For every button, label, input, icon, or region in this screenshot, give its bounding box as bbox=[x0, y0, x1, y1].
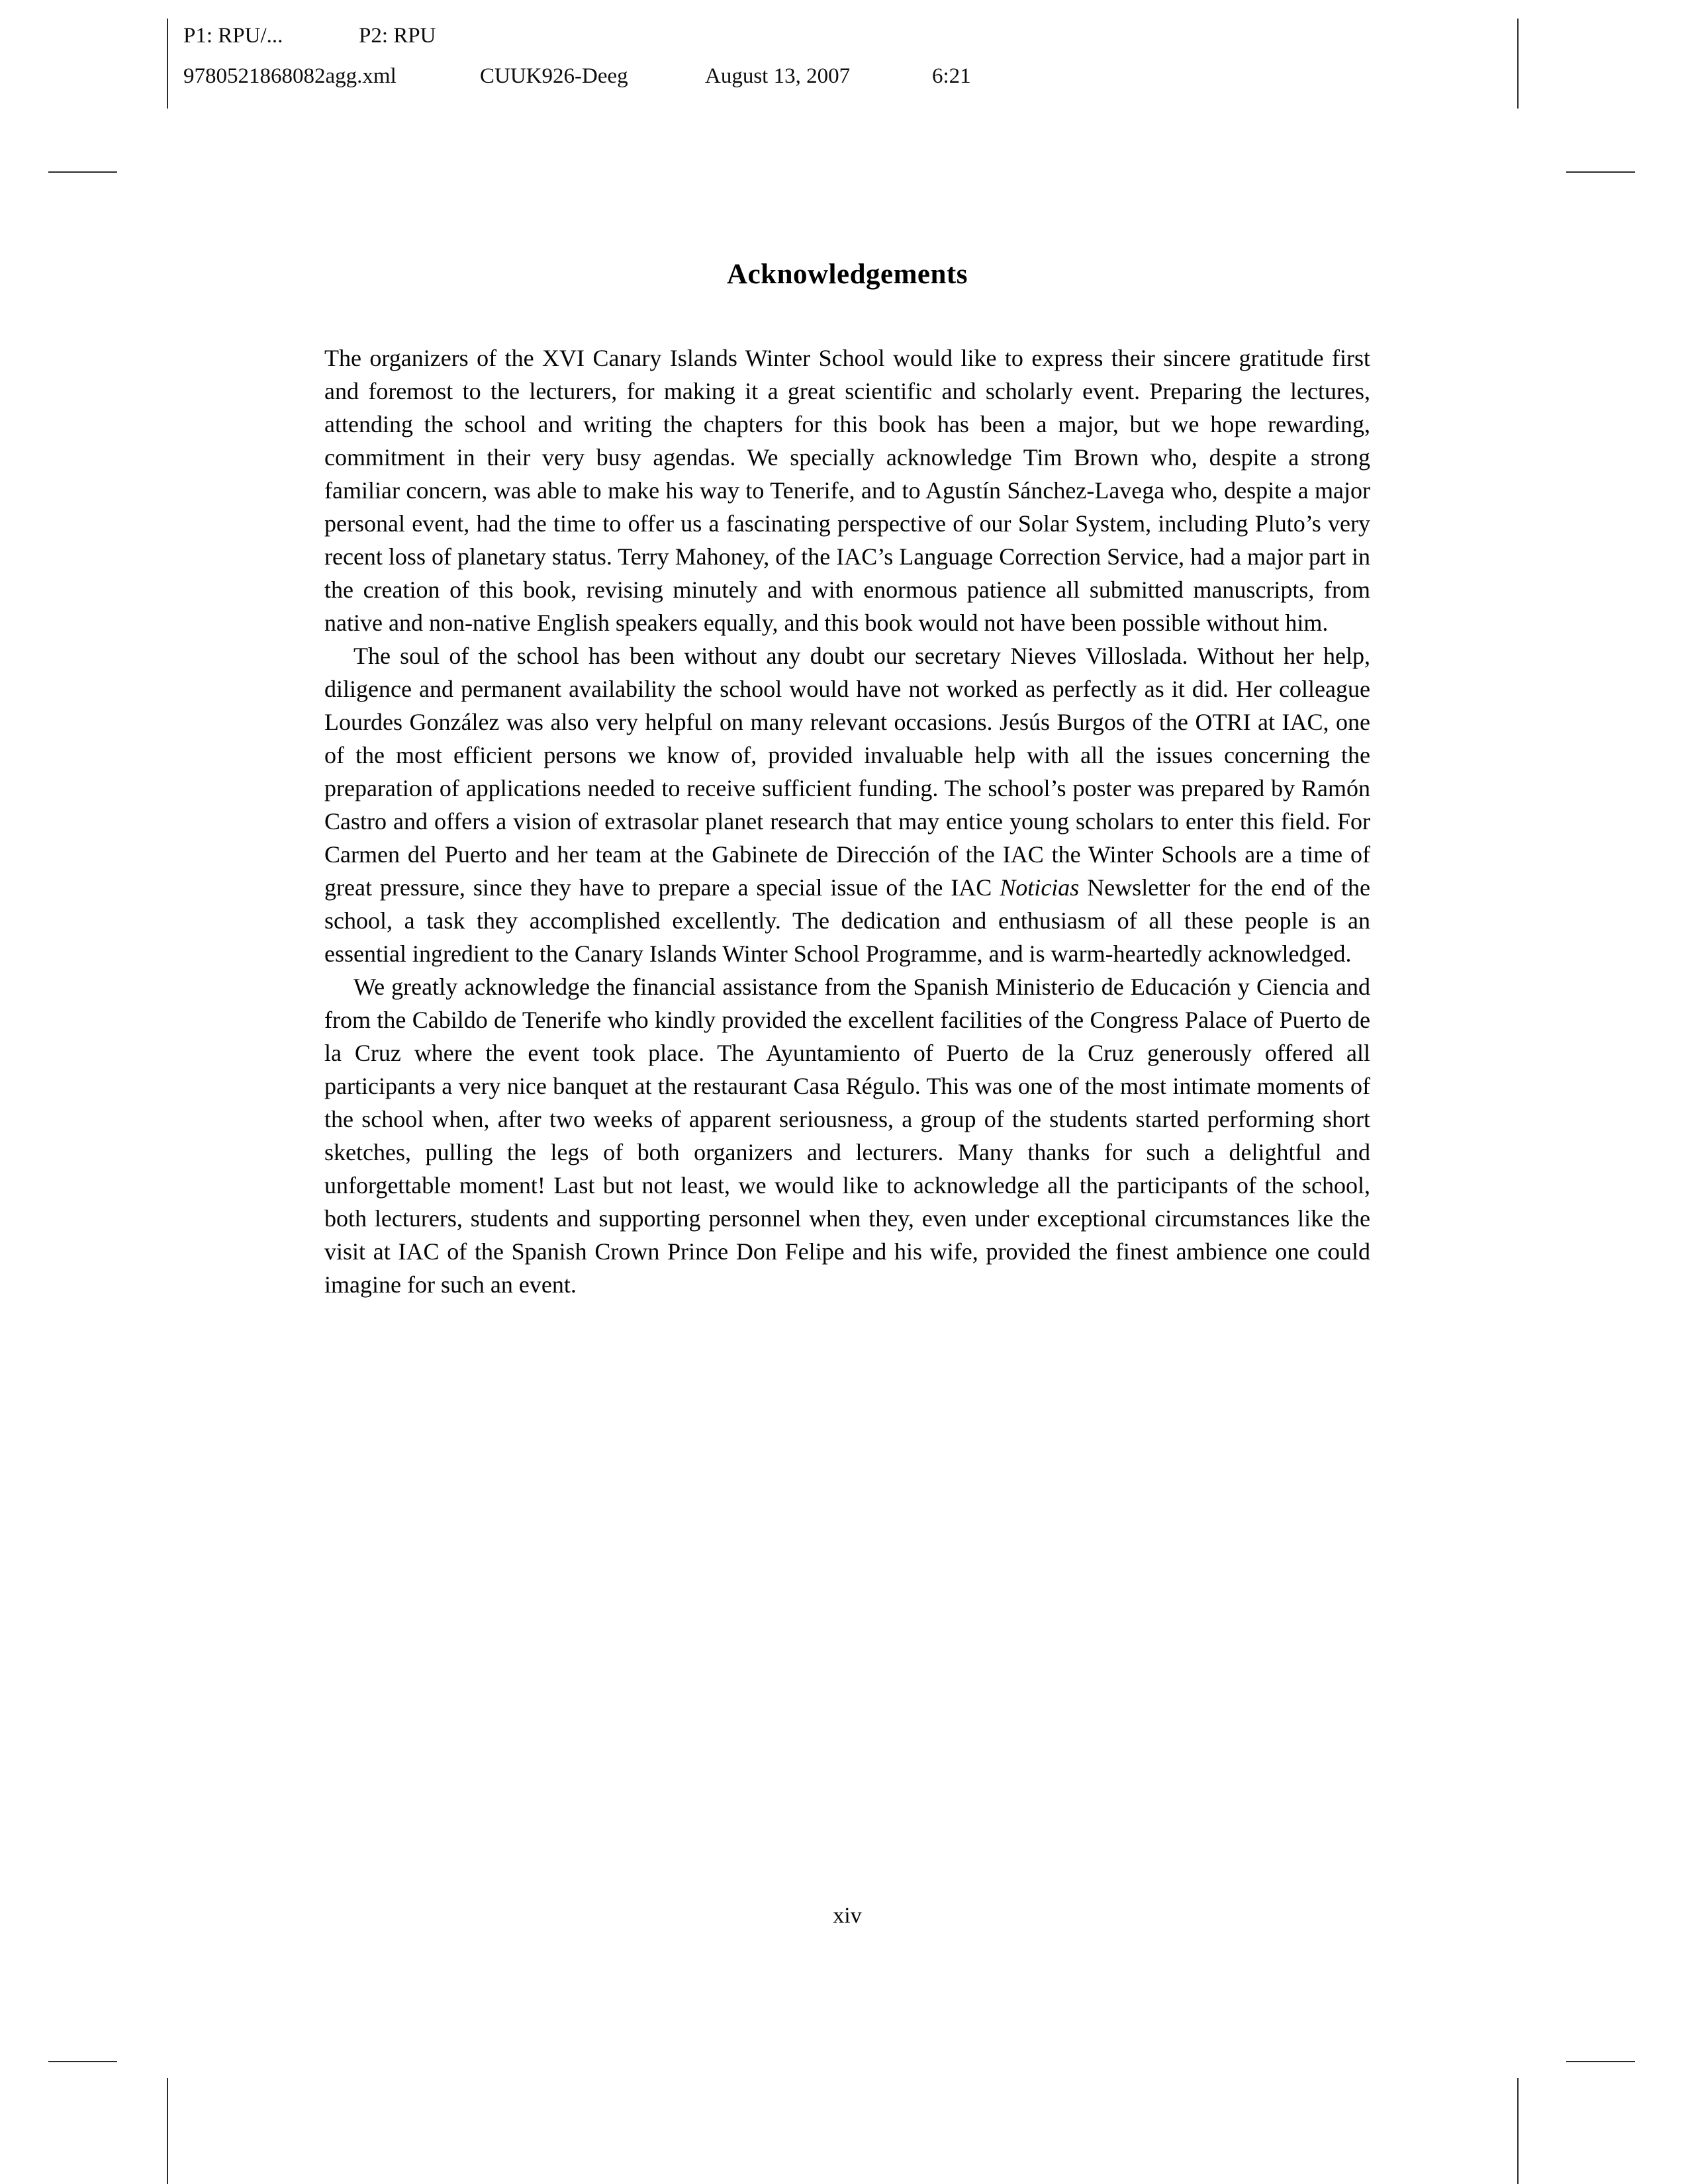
body-text bbox=[324, 341, 1370, 1301]
proof-date: August 13, 2007 bbox=[705, 64, 851, 88]
crop-mark-bottom-right-vertical bbox=[1517, 2078, 1519, 2184]
crop-mark-top-left-horizontal bbox=[48, 171, 117, 173]
crop-mark-bottom-left-horizontal bbox=[48, 2061, 117, 2062]
crop-mark-top-right-vertical bbox=[1517, 19, 1519, 109]
paragraph-2 bbox=[324, 639, 1370, 970]
crop-mark-bottom-left-vertical bbox=[167, 2078, 168, 2184]
proof-tag-p1: P1: RPU/... bbox=[183, 24, 283, 48]
running-head bbox=[183, 23, 1309, 89]
page-title: Acknowledgements bbox=[727, 259, 968, 290]
job-id: CUUK926-Deeg bbox=[480, 64, 628, 88]
paragraph-1: The organizers of the XVI Canary Islands Winter School would like to express their sincere gratitude first and foremost to the lecturers, for making it a great scientific and scholarly event. Preparing the lectures, attending the school and writing the chapters for this book has been a major, but we hope rewarding, commitment in their very busy agendas. We specially acknowledge Tim Brown who, despite a strong familiar concern, was able to make his way to Tenerife, and to Agustín Sánchez-Lavega who, despite a major personal event, had the time to offer us a fascinating perspective of our Solar System, including Pluto’s very recent loss of planetary status. Terry Mahoney, of the IAC’s Language Correction Service, had a major part in the creation of this book, revising minutely and with enormous patience all submitted manuscripts, from native and non-native English speakers equally, and this book would not have been possible without him. bbox=[324, 345, 1370, 636]
paragraph-3: We greatly acknowledge the financial assistance from the Spanish Ministerio de Educación y Ciencia and from the Cabildo de Tenerife who kindly provided the excellent facilities of the Congress Palace of Puerto de la Cruz where the event took place. The Ayuntamiento of Puerto de la Cruz generously offered all participants a very nice banquet at the restaurant Casa Régulo. This was one of the most intimate moments of the school when, after two weeks of apparent seriousness, a group of the students started performing short sketches, pulling the legs of both organizers and lecturers. Many thanks for such a delightful and unforgettable moment! Last but not least, we would like to acknowledge all the participants of the school, both lecturers, students and supporting personnel when they, even under exceptional circumstances like the visit at IAC of the Spanish Crown Prince Don Felipe and his wife, provided the finest ambience one could imagine for such an event. bbox=[324, 974, 1370, 1298]
running-head-line-2 bbox=[183, 63, 1309, 89]
italic-term-noticias: Noticias bbox=[1000, 874, 1080, 901]
proof-tag-p2: P2: RPU bbox=[359, 24, 436, 48]
page-number: xiv bbox=[833, 1903, 862, 1928]
source-file-name: 9780521868082agg.xml bbox=[183, 64, 397, 88]
crop-mark-top-left-vertical bbox=[167, 19, 168, 109]
running-head-line-1 bbox=[183, 23, 1309, 49]
crop-mark-bottom-right-horizontal bbox=[1566, 2061, 1635, 2062]
proof-time: 6:21 bbox=[932, 64, 971, 88]
crop-mark-top-right-horizontal bbox=[1566, 171, 1635, 173]
paragraph-2-text-after: Newsletter for the end of the school, a task they accomplished excellently. The dedication and enthusiasm of all these people is an essential ingredient to the Canary Islands Winter School Programme, and is warm-heartedly acknowledged. bbox=[324, 874, 1370, 967]
paragraph-2-text-before: The soul of the school has been without any doubt our secretary Nieves Villoslada. Without her help, diligence and permanent availability the school would have not worked as perfectly as it did. Her colleague Lourdes González was also very helpful on many relevant occasions. Jesús Burgos of the OTRI at IAC, one of the most efficient persons we know of, provided invaluable help with all the issues concerning the preparation of applications needed to receive sufficient funding. The school’s poster was prepared by Ramón Castro and offers a vision of extrasolar planet research that may entice young scholars to enter this field. For Carmen del Puerto and her team at the Gabinete de Dirección of the IAC the Winter Schools are a time of great pressure, since they have to prepare a special issue of the IAC bbox=[324, 643, 1370, 901]
